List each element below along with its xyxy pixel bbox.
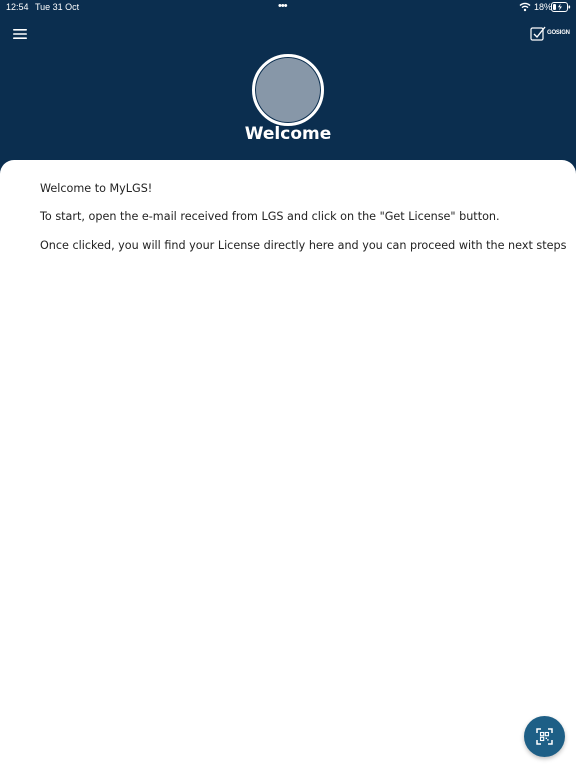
status-date: Tue 31 Oct xyxy=(35,2,80,12)
status-time: 12:54 xyxy=(6,2,29,12)
scan-qr-button[interactable] xyxy=(524,716,565,757)
page-title: Welcome xyxy=(244,124,332,144)
instructions-paragraph: To start, open the e-mail received from LGS and click on the "Get License" button. xyxy=(40,210,500,223)
qr-scan-icon xyxy=(536,728,553,745)
gosign-check-icon xyxy=(530,26,546,42)
gosign-label: GOSIGN xyxy=(547,30,570,36)
welcome-paragraph: Welcome to MyLGS! xyxy=(40,182,153,195)
hamburger-menu-icon[interactable] xyxy=(11,26,29,42)
header-bar xyxy=(0,0,576,175)
wifi-icon xyxy=(519,2,531,12)
multitasking-dots[interactable]: ••• xyxy=(278,0,287,12)
gosign-button[interactable] xyxy=(530,26,572,44)
status-bar xyxy=(0,0,576,16)
battery-charging-icon xyxy=(551,2,571,12)
next-steps-paragraph: Once clicked, you will find your License directly here and you can proceed with the next steps xyxy=(40,239,567,252)
avatar xyxy=(252,54,324,126)
battery-percent: 18% xyxy=(534,2,553,12)
